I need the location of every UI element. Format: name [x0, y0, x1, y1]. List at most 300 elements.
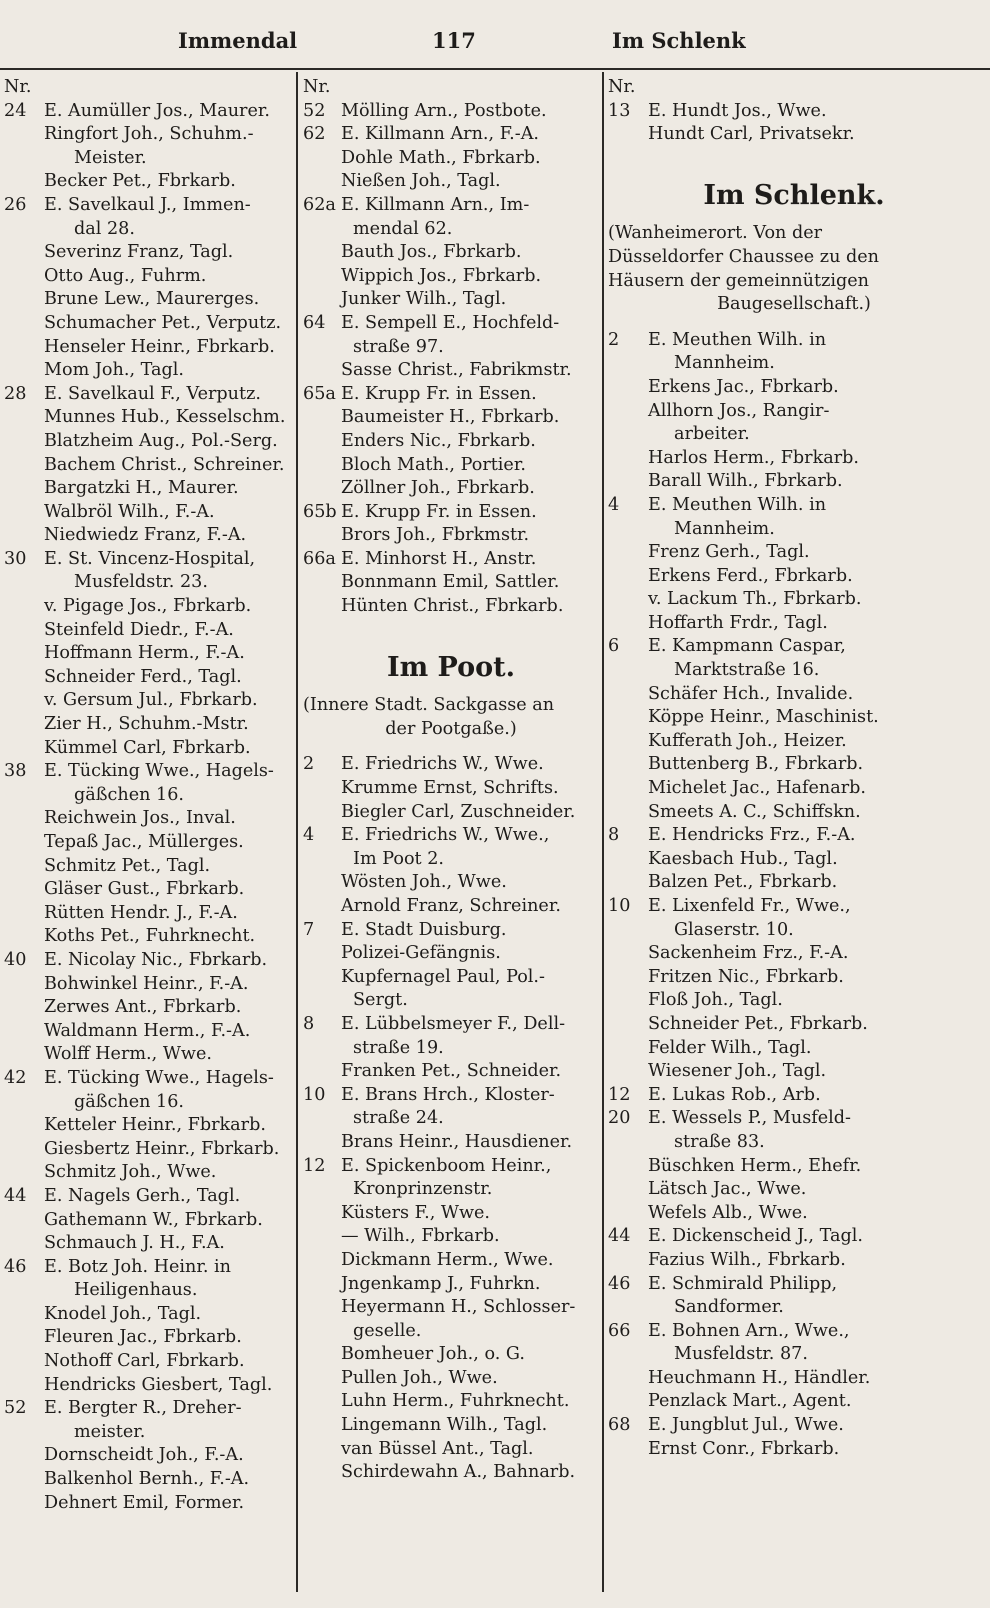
entry-text: E. Nicolay Nic., Fbrkarb. [44, 949, 268, 970]
house-entry [4, 548, 292, 572]
entry-text: Erkens Jac., Fbrkarb. [648, 376, 839, 397]
entry-text: Rütten Hendr. J., F.-A. [44, 902, 238, 923]
entry-text: arbeiter. [674, 424, 750, 445]
entry-text: Knodel Joh., Tagl. [44, 1303, 202, 1324]
entry-text: Balkenhol Bernh., F.-A. [44, 1469, 250, 1490]
entry-text: v. Gersum Jul., Fbrkarb. [44, 690, 258, 711]
entry-text: E. Savelkaul J., Immen- [44, 194, 251, 215]
entry-text: E. Schmirald Philipp, [648, 1273, 838, 1294]
entry-text: Dickmann Herm., Wwe. [341, 1249, 554, 1270]
resident-entry [608, 1037, 980, 1061]
entry-text: Hundt Carl, Privatsekr. [648, 124, 855, 145]
house-entry [4, 1397, 292, 1421]
resident-entry [4, 477, 292, 501]
resident-entry [608, 447, 980, 471]
house-entry [4, 760, 292, 784]
entry-text: Wippich Jos., Fbrkarb. [341, 265, 542, 286]
entry-text: E. Lukas Rob., Arb. [648, 1084, 821, 1105]
entry-text: E. Bergter R., Dreher- [44, 1398, 242, 1419]
house-number: 62 [303, 124, 326, 145]
house-number: 40 [4, 949, 27, 970]
house-entry [303, 383, 599, 407]
column-label-nr: Nr. [4, 77, 32, 97]
resident-entry [303, 871, 599, 895]
entry-text: Brans Heinr., Hausdiener. [341, 1131, 573, 1152]
resident-entry [4, 501, 292, 525]
section-description: Baugesellschaft.) [717, 294, 871, 315]
entry-text: E. Krupp Fr. in Essen. [341, 383, 537, 404]
entry-text: Michelet Jac., Hafenarb. [648, 778, 866, 799]
entry-text: Glaserstr. 10. [674, 919, 794, 940]
house-entry [4, 194, 292, 218]
resident-entry [303, 1107, 599, 1131]
section-description: Düsseldorfer Chaussee zu den [608, 246, 880, 267]
entry-text: Wolff Herm., Wwe. [44, 1044, 212, 1065]
entry-text: Mölling Arn., Postbote. [341, 100, 547, 121]
spacer [608, 147, 980, 171]
resident-entry [4, 1020, 292, 1044]
entry-text: E. Friedrichs W., Wwe. [341, 754, 544, 775]
entry-text: Niedwiedz Franz, F.-A. [44, 525, 247, 546]
resident-entry [608, 1202, 980, 1226]
entry-text: Floß Joh., Tagl. [648, 990, 783, 1011]
resident-entry [4, 1161, 292, 1185]
resident-entry [4, 1492, 292, 1516]
header-right-street: Im Schlenk [612, 28, 746, 53]
entry-text: Ernst Conr., Fbrkarb. [648, 1438, 840, 1459]
entry-text: meister. [74, 1421, 146, 1442]
house-entry [4, 949, 292, 973]
entry-text: Bonnmann Emil, Sattler. [341, 572, 560, 593]
section-description: Häusern der gemeinnützigen [608, 270, 869, 291]
entry-text: straße 97. [353, 336, 444, 357]
entry-text: Balzen Pet., Fbrkarb. [648, 872, 838, 893]
entry-text: Schmitz Pet., Tagl. [44, 855, 211, 876]
house-entry [303, 194, 599, 218]
entry-text: E. Sempell E., Hochfeld- [341, 312, 560, 333]
resident-entry [4, 571, 292, 595]
entry-text: Allhorn Jos., Rangir- [648, 400, 830, 421]
entry-text: Fazius Wilh., Fbrkarb. [648, 1249, 846, 1270]
resident-entry [303, 241, 599, 265]
resident-entry [4, 1114, 292, 1138]
entry-text: Jngenkamp J., Fuhrkn. [341, 1273, 541, 1294]
entry-text: Schäfer Hch., Invalide. [648, 683, 854, 704]
resident-entry [608, 777, 980, 801]
header-page-number: 117 [432, 28, 476, 53]
entry-text: Dehnert Emil, Former. [44, 1492, 245, 1513]
entry-text: Koths Pet., Fuhrknecht. [44, 926, 256, 947]
resident-entry [303, 265, 599, 289]
section-description: (Innere Stadt. Sackgasse an [303, 695, 555, 716]
house-entry [608, 895, 980, 919]
entry-text: Schmauch J. H., F.A. [44, 1233, 225, 1254]
entry-text: Wösten Joh., Wwe. [341, 872, 507, 893]
house-entry [303, 123, 599, 147]
resident-entry [303, 848, 599, 872]
resident-entry [608, 1296, 980, 1320]
resident-entry [4, 218, 292, 242]
resident-entry [4, 713, 292, 737]
entry-text: Reichwein Jos., Inval. [44, 808, 236, 829]
resident-entry [303, 595, 599, 619]
resident-entry [303, 942, 599, 966]
entry-text: Bauth Jos., Fbrkarb. [341, 242, 522, 263]
house-number: 52 [4, 1398, 27, 1419]
resident-entry [4, 689, 292, 713]
entry-text: E. Stadt Duisburg. [341, 919, 507, 940]
entry-text: straße 19. [353, 1037, 444, 1058]
entry-text: E. Friedrichs W., Wwe., [341, 825, 550, 846]
resident-entry [4, 288, 292, 312]
resident-entry [303, 454, 599, 478]
resident-entry [4, 1350, 292, 1374]
column-im-schlenk [608, 76, 980, 1461]
resident-entry [4, 1043, 292, 1067]
house-number: 46 [4, 1256, 27, 1277]
entry-text: Nießen Joh., Tagl. [341, 171, 501, 192]
resident-entry [4, 76, 292, 100]
resident-entry [4, 265, 292, 289]
entry-text: Biegler Carl, Zuschneider. [341, 801, 576, 822]
resident-entry [608, 1249, 980, 1273]
entry-text: Bargatzki H., Maurer. [44, 478, 239, 499]
house-number: 52 [303, 100, 326, 121]
entry-text: Otto Aug., Fuhrm. [44, 265, 207, 286]
resident-entry [303, 1296, 599, 1320]
house-number: 44 [4, 1185, 27, 1206]
resident-entry [4, 1468, 292, 1492]
house-number: 7 [303, 919, 315, 940]
resident-entry [608, 801, 980, 825]
resident-entry [4, 737, 292, 761]
entry-text: E. Savelkaul F., Verputz. [44, 383, 261, 404]
entry-text: dal 28. [74, 218, 135, 239]
entry-text: Baumeister H., Fbrkarb. [341, 407, 560, 428]
resident-entry [608, 1367, 980, 1391]
house-number: 10 [303, 1084, 326, 1105]
entry-text: Hendricks Giesbert, Tagl. [44, 1374, 273, 1395]
entry-text: Marktstraße 16. [674, 660, 820, 681]
house-number: 12 [608, 1084, 631, 1105]
resident-entry [608, 1131, 980, 1155]
resident-entry [303, 1461, 599, 1485]
entry-text: Gathemann W., Fbrkarb. [44, 1209, 263, 1230]
resident-entry [303, 1390, 599, 1414]
entry-text: E. Killmann Arn., Im- [341, 194, 530, 215]
entry-text: E. Lübbelsmeyer F., Dell- [341, 1013, 566, 1034]
entry-text: Smeets A. C., Schiffskn. [648, 801, 861, 822]
entry-text: E. Hundt Jos., Wwe. [648, 100, 827, 121]
resident-entry [608, 588, 980, 612]
resident-entry [303, 336, 599, 360]
entry-text: Hoffarth Frdr., Tagl. [648, 612, 828, 633]
house-number: 6 [608, 636, 620, 657]
house-entry [608, 329, 980, 353]
entry-text: E. Wessels P., Musfeld- [648, 1108, 851, 1129]
entry-text: Penzlack Mart., Agent. [648, 1391, 852, 1412]
resident-entry [4, 1374, 292, 1398]
entry-text: Zerwes Ant., Fbrkarb. [44, 997, 242, 1018]
column-immendal-im-poot [303, 76, 599, 1485]
resident-entry [4, 170, 292, 194]
resident-entry [303, 1249, 599, 1273]
resident-entry [608, 400, 980, 424]
resident-entry [608, 76, 980, 100]
entry-text: Erkens Ferd., Fbrkarb. [648, 565, 853, 586]
entry-text: Heuchmann H., Händler. [648, 1367, 871, 1388]
entry-text: Brune Lew., Maurerges. [44, 289, 260, 310]
entry-text: Kupfernagel Paul, Pol.- [341, 966, 545, 987]
resident-entry [303, 1273, 599, 1297]
entry-text: Meister. [74, 147, 147, 168]
house-entry [608, 100, 980, 124]
entry-text: v. Lackum Th., Fbrkarb. [648, 589, 862, 610]
entry-text: Lingemann Wilh., Tagl. [341, 1415, 548, 1436]
resident-entry [303, 477, 599, 501]
house-number: 42 [4, 1067, 27, 1088]
entry-text: E. Botz Joh. Heinr. in [44, 1256, 231, 1277]
entry-text: Kufferath Joh., Heizer. [648, 730, 847, 751]
resident-entry [303, 777, 599, 801]
header-rule [0, 68, 990, 70]
entry-text: Munnes Hub., Kesselschm. [44, 407, 286, 428]
entry-text: Dohle Math., Fbrkarb. [341, 147, 541, 168]
resident-entry [608, 942, 980, 966]
entry-text: Lätsch Jac., Wwe. [648, 1179, 807, 1200]
entry-text: Schumacher Pet., Verputz. [44, 312, 282, 333]
section-description: (Wanheimerort. Von der [608, 223, 823, 244]
resident-entry [608, 376, 980, 400]
entry-text: E. Kampmann Caspar, [648, 636, 846, 657]
entry-text: Walbröl Wilh., F.-A. [44, 501, 215, 522]
house-number: 64 [303, 312, 326, 333]
entry-text: E. St. Vincenz-Hospital, [44, 548, 256, 569]
resident-entry [608, 753, 980, 777]
entry-text: E. Meuthen Wilh. in [648, 494, 827, 515]
entry-text: Büschken Herm., Ehefr. [648, 1155, 862, 1176]
entry-text: Barall Wilh., Fbrkarb. [648, 471, 843, 492]
resident-entry [608, 423, 980, 447]
house-number: 38 [4, 761, 27, 782]
resident-entry [303, 966, 599, 990]
entry-text: E. Aumüller Jos., Maurer. [44, 100, 270, 121]
resident-entry [4, 925, 292, 949]
resident-entry [4, 784, 292, 808]
resident-entry [4, 595, 292, 619]
house-number: 8 [303, 1013, 315, 1034]
entry-text: Sergt. [353, 990, 408, 1011]
resident-entry [4, 1209, 292, 1233]
resident-entry [4, 666, 292, 690]
entry-text: Kronprinzenstr. [353, 1179, 493, 1200]
resident-entry [303, 801, 599, 825]
resident-entry [4, 1303, 292, 1327]
entry-text: Hoffmann Herm., F.-A. [44, 643, 245, 664]
resident-entry [4, 642, 292, 666]
resident-entry [608, 1343, 980, 1367]
house-number: 20 [608, 1108, 631, 1129]
house-entry [303, 1084, 599, 1108]
entry-text: E. Spickenboom Heinr., [341, 1155, 552, 1176]
resident-entry [4, 524, 292, 548]
entry-text: Kaesbach Hub., Tagl. [648, 848, 838, 869]
entry-text: Musfeldstr. 23. [74, 572, 208, 593]
house-entry [608, 635, 980, 659]
house-entry [608, 1225, 980, 1249]
entry-text: Giesbertz Heinr., Fbrkarb. [44, 1138, 280, 1159]
entry-text: Pullen Joh., Wwe. [341, 1367, 498, 1388]
resident-entry [4, 406, 292, 430]
entry-text: mendal 62. [353, 218, 453, 239]
entry-text: Arnold Franz, Schreiner. [341, 896, 561, 916]
resident-entry [4, 1444, 292, 1468]
resident-entry [608, 1390, 980, 1414]
entry-text: gäßchen 16. [74, 784, 185, 805]
resident-entry [608, 659, 980, 683]
entry-text: Schmitz Joh., Wwe. [44, 1162, 217, 1183]
house-entry [303, 919, 599, 943]
resident-entry [303, 989, 599, 1013]
resident-entry [4, 831, 292, 855]
house-entry [303, 1013, 599, 1037]
entry-text: Waldmann Herm., F.-A. [44, 1020, 251, 1041]
resident-entry [303, 1225, 599, 1249]
column-divider-1 [296, 72, 298, 1592]
resident-entry [303, 571, 599, 595]
resident-entry [608, 919, 980, 943]
spacer [303, 741, 599, 753]
entry-text: Dornscheidt Joh., F.-A. [44, 1445, 244, 1466]
house-number: 2 [303, 754, 315, 775]
entry-text: Zier H., Schuhm.-Mstr. [44, 714, 249, 735]
house-entry [4, 100, 292, 124]
entry-text: Bomheuer Joh., o. G. [341, 1344, 525, 1365]
resident-entry [303, 1343, 599, 1367]
resident-entry [4, 878, 292, 902]
resident-entry [303, 430, 599, 454]
house-number: 13 [608, 100, 631, 121]
house-number: 66a [303, 548, 336, 569]
entry-text: Mom Joh., Tagl. [44, 360, 184, 381]
spacer [303, 619, 599, 643]
section-description: der Pootgaße.) [385, 718, 517, 739]
resident-entry [608, 470, 980, 494]
resident-entry [303, 895, 599, 919]
resident-entry [608, 1060, 980, 1084]
resident-entry [608, 966, 980, 990]
entry-text: Musfeldstr. 87. [674, 1344, 808, 1365]
house-entry [608, 1084, 980, 1108]
entry-text: Kümmel Carl, Fbrkarb. [44, 737, 251, 758]
entry-text: v. Pigage Jos., Fbrkarb. [44, 596, 252, 617]
resident-entry [608, 706, 980, 730]
resident-entry [4, 359, 292, 383]
entry-text: E. Tücking Wwe., Hagels- [44, 1067, 274, 1088]
resident-entry [608, 565, 980, 589]
house-entry [608, 1107, 980, 1131]
resident-entry [608, 1013, 980, 1037]
entry-text: Köppe Heinr., Maschinist. [648, 707, 879, 728]
entry-text: Severinz Franz, Tagl. [44, 242, 234, 263]
resident-entry [4, 430, 292, 454]
resident-entry [4, 996, 292, 1020]
entry-text: Sasse Christ., Fabrikmstr. [341, 360, 572, 381]
resident-entry [303, 406, 599, 430]
house-entry [608, 1273, 980, 1297]
house-number: 68 [608, 1415, 631, 1436]
entry-text: E. Nagels Gerh., Tagl. [44, 1185, 241, 1206]
entry-text: E. Krupp Fr. in Essen. [341, 501, 537, 522]
house-entry [303, 100, 599, 124]
column-divider-2 [602, 72, 604, 1592]
column-label-nr: Nr. [303, 77, 331, 97]
resident-entry [4, 454, 292, 478]
entry-text: E. Tücking Wwe., Hagels- [44, 761, 274, 782]
house-entry [303, 1155, 599, 1179]
entry-text: Wefels Alb., Wwe. [648, 1202, 808, 1223]
resident-entry [608, 871, 980, 895]
resident-entry [303, 1037, 599, 1061]
resident-entry [303, 1060, 599, 1084]
entry-text: E. Lixenfeld Fr., Wwe., [648, 896, 851, 916]
entry-text: geselle. [353, 1320, 422, 1341]
resident-entry [608, 541, 980, 565]
entry-text: E. Bohnen Arn., Wwe., [648, 1320, 850, 1341]
resident-entry [608, 518, 980, 542]
entry-text: Bachem Christ., Schreiner. [44, 454, 285, 475]
house-entry [4, 1256, 292, 1280]
house-entry [303, 501, 599, 525]
section-title: Im Poot. [386, 652, 516, 684]
entry-text: gäßchen 16. [74, 1091, 185, 1112]
entry-text: Bloch Math., Portier. [341, 454, 526, 475]
entry-text: Mannheim. [674, 518, 775, 539]
house-number: 46 [608, 1273, 631, 1294]
entry-text: Franken Pet., Schneider. [341, 1061, 562, 1082]
resident-entry [303, 170, 599, 194]
resident-entry [303, 1320, 599, 1344]
resident-entry [303, 147, 599, 171]
resident-entry [608, 1155, 980, 1179]
resident-entry [303, 218, 599, 242]
entry-text: van Büssel Ant., Tagl. [341, 1438, 534, 1459]
entry-text: Junker Wilh., Tagl. [341, 289, 507, 310]
entry-text: Frenz Gerh., Tagl. [648, 542, 810, 563]
entry-text: straße 83. [674, 1131, 765, 1152]
entry-text: E. Minhorst H., Anstr. [341, 548, 537, 569]
resident-entry [303, 359, 599, 383]
entry-text: Nothoff Carl, Fbrkarb. [44, 1351, 245, 1372]
entry-text: Fleuren Jac., Fbrkarb. [44, 1327, 242, 1348]
house-number: 24 [4, 100, 27, 121]
resident-entry [608, 1438, 980, 1462]
entry-text: Sandformer. [674, 1297, 784, 1318]
resident-entry [4, 1091, 292, 1115]
entry-text: Brors Joh., Fbrkmstr. [341, 525, 530, 546]
entry-text: Enders Nic., Fbrkarb. [341, 430, 536, 451]
resident-entry [303, 288, 599, 312]
entry-text: Gläser Gust., Fbrkarb. [44, 879, 245, 900]
house-number: 44 [608, 1226, 631, 1247]
house-number: 12 [303, 1155, 326, 1176]
house-entry [303, 548, 599, 572]
resident-entry [303, 524, 599, 548]
house-number: 10 [608, 896, 631, 916]
resident-entry [608, 612, 980, 636]
entry-text: E. Hendricks Frz., F.-A. [648, 825, 856, 846]
house-entry [608, 494, 980, 518]
